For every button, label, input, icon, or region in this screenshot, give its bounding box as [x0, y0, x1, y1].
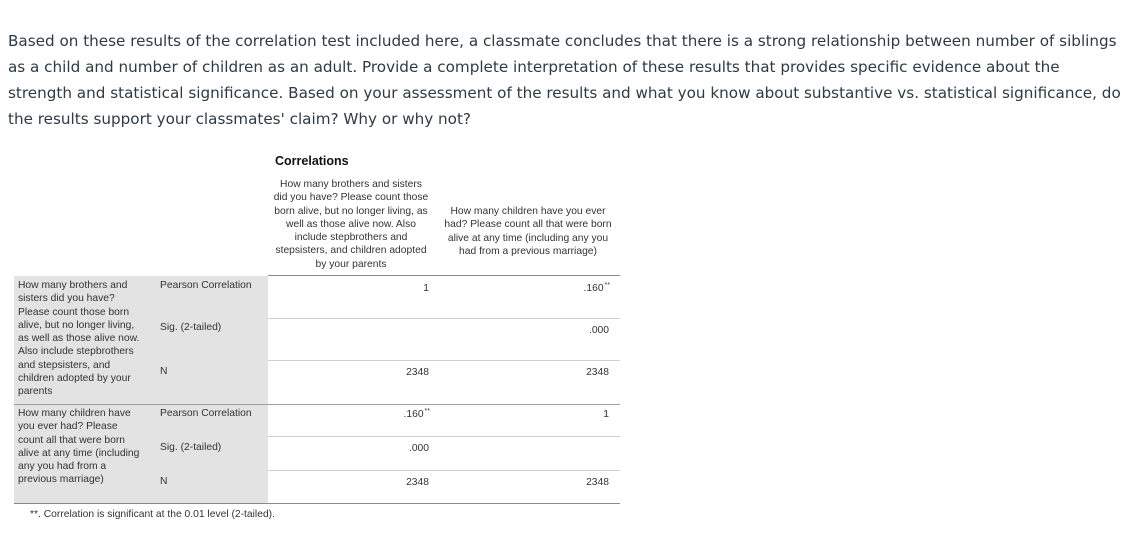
row-group-divider — [14, 404, 620, 405]
row-label-siblings: How many brothers and sisters did you have? Please count those born alive, but no longer living, as well as those alive now. Also include stepbrothers and stepsisters, and children adopted by your parents — [18, 280, 140, 398]
grid-line — [268, 470, 620, 471]
table-cell: 1 — [423, 283, 429, 294]
table-cell: .000 — [408, 443, 429, 454]
table-cell: .000 — [588, 325, 609, 336]
stat-label: Sig. (2-tailed) — [160, 322, 222, 333]
stat-label: N — [160, 476, 168, 487]
table-footnote: **. Correlation is significant at the 0.01 level (2-tailed). — [30, 509, 275, 520]
stat-label: Pearson Correlation — [160, 408, 252, 419]
question-text: Based on these results of the correlation test included here, a classmate concludes that there is a strong relationship between number of siblings as a child and number of children as an adult. Provide a complete interpretation of these results that provides specific evidence about the strength and statistical significance. Based on your assessment of the results and what you know about substantive vs. statistical significance, do the results support your classmates' claim? Why or why not? — [8, 32, 1121, 128]
table-cell — [330, 324, 430, 336]
grid-line — [268, 318, 620, 319]
table-cell: 1 — [603, 409, 609, 420]
grid-line — [268, 360, 620, 361]
grid-line — [268, 436, 620, 437]
table-bottom-rule — [14, 503, 620, 504]
table-cell — [500, 442, 610, 454]
table-cell: 2348 — [586, 477, 609, 488]
stat-label: Pearson Correlation — [160, 280, 252, 291]
table-cell: .160** — [403, 408, 430, 420]
table-cell: .160** — [583, 282, 610, 294]
column-header-siblings: How many brothers and sisters did you have? Please count those born alive, but no longer living, as well as those alive now. Also include stepbrothers and stepsisters, and children adopted by your parents — [273, 179, 429, 270]
table-cell: 2348 — [406, 367, 429, 378]
column-header-children: How many children have you ever had? Please count all that were born alive at any time (including any you had from a previous marriage) — [444, 206, 612, 257]
table-top-rule — [268, 275, 620, 276]
table-title: Correlations — [275, 154, 349, 168]
stat-label: Sig. (2-tailed) — [160, 442, 222, 453]
stat-label: N — [160, 366, 168, 377]
table-cell: 2348 — [406, 477, 429, 488]
table-cell: 2348 — [586, 367, 609, 378]
row-label-children: How many children have you ever had? Please count all that were born alive at any time (including any you had from a previous marriage) — [18, 408, 140, 486]
